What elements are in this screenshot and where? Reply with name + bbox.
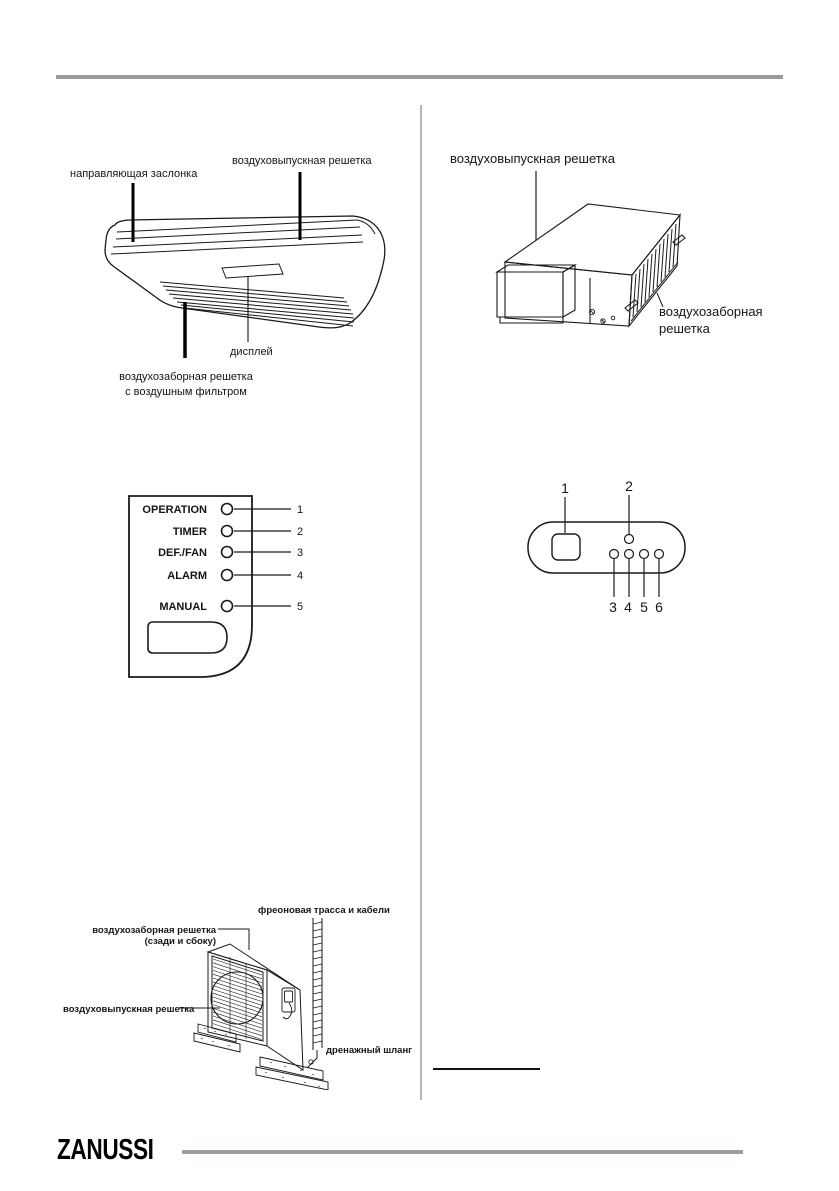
panel-led-manual — [222, 601, 233, 612]
indoor-unit-display-window — [222, 264, 283, 278]
duct-unit-foot-front — [625, 300, 638, 311]
label-vane: направляющая заслонка — [70, 168, 198, 180]
label-outlet-grille: воздуховыпускная решетка — [450, 151, 615, 166]
indoor-unit-drawing — [105, 216, 385, 328]
label-outlet: воздуховыпускная решетка — [63, 1004, 195, 1015]
callout-6: 6 — [655, 599, 663, 615]
panel-label: MANUAL — [159, 601, 207, 613]
controller-led-1 — [610, 550, 619, 559]
panel-label: OPERATION — [142, 504, 207, 516]
condenser-top-face — [208, 944, 300, 990]
outdoor-duct-unit-diagram — [430, 140, 790, 350]
brand-logo: ZANUSSI — [57, 1134, 154, 1166]
label-intake-2: с воздушным фильтром — [125, 386, 247, 398]
callout-2: 2 — [625, 478, 633, 494]
controller-display-window — [552, 534, 580, 560]
panel-label: DEF./FAN — [158, 547, 207, 559]
label-intake-1: воздухозаборная решетка — [119, 371, 253, 383]
label-drain: дренажный шланг — [326, 1045, 413, 1056]
callout-num: 4 — [297, 570, 304, 582]
label-display: дисплей — [230, 346, 273, 358]
label-pipes: фреоновая трасса и кабели — [258, 905, 390, 916]
controller-led-3 — [640, 550, 649, 559]
manual-button-shape — [148, 622, 227, 653]
controller-led-2 — [625, 550, 634, 559]
callout-num: 2 — [297, 526, 304, 538]
condenser-service-panel — [282, 988, 295, 1019]
indoor-unit-outlet-slot — [111, 220, 375, 254]
controller-diagram — [500, 470, 730, 630]
label-intake-1: воздухозаборная решетка — [92, 925, 216, 936]
duct-flange-box — [497, 265, 575, 323]
top-rule — [56, 75, 783, 79]
condenser-pipe — [313, 918, 322, 1050]
callout-num: 3 — [297, 547, 304, 559]
label-intake-2: решетка — [659, 321, 710, 336]
callout-num: 5 — [297, 601, 304, 613]
label-intake-2: (сзади и сбоку) — [144, 936, 216, 947]
right-column-rule — [433, 1068, 540, 1070]
panel-led-operation — [222, 504, 233, 515]
indoor-unit-diagram — [57, 130, 417, 410]
callout-4: 4 — [624, 599, 632, 615]
label-intake-1: воздухозаборная — [659, 304, 763, 319]
indoor-unit-louvers — [160, 282, 354, 326]
label-outlet-grille: воздуховыпускная решетка — [232, 155, 372, 167]
callout-1: 1 — [561, 480, 569, 496]
panel-label: TIMER — [172, 526, 207, 538]
condenser-right-face — [267, 970, 303, 1070]
footer-rule — [182, 1150, 743, 1154]
condenser-diagram — [60, 890, 430, 1090]
panel-led-deffan — [222, 547, 233, 558]
callout-3: 3 — [609, 599, 617, 615]
callout-5: 5 — [640, 599, 648, 615]
controller-led-4 — [655, 550, 664, 559]
duct-unit-drawing — [497, 204, 685, 326]
condenser-drain-hose — [307, 1050, 317, 1068]
indicator-panel-diagram — [110, 480, 340, 690]
panel-rows — [142, 504, 303, 614]
controller-led-top — [625, 535, 634, 544]
panel-label: ALARM — [167, 570, 207, 582]
panel-led-timer — [222, 526, 233, 537]
panel-led-alarm — [222, 570, 233, 581]
callout-num: 1 — [297, 504, 304, 516]
duct-unit-screws — [589, 309, 614, 323]
